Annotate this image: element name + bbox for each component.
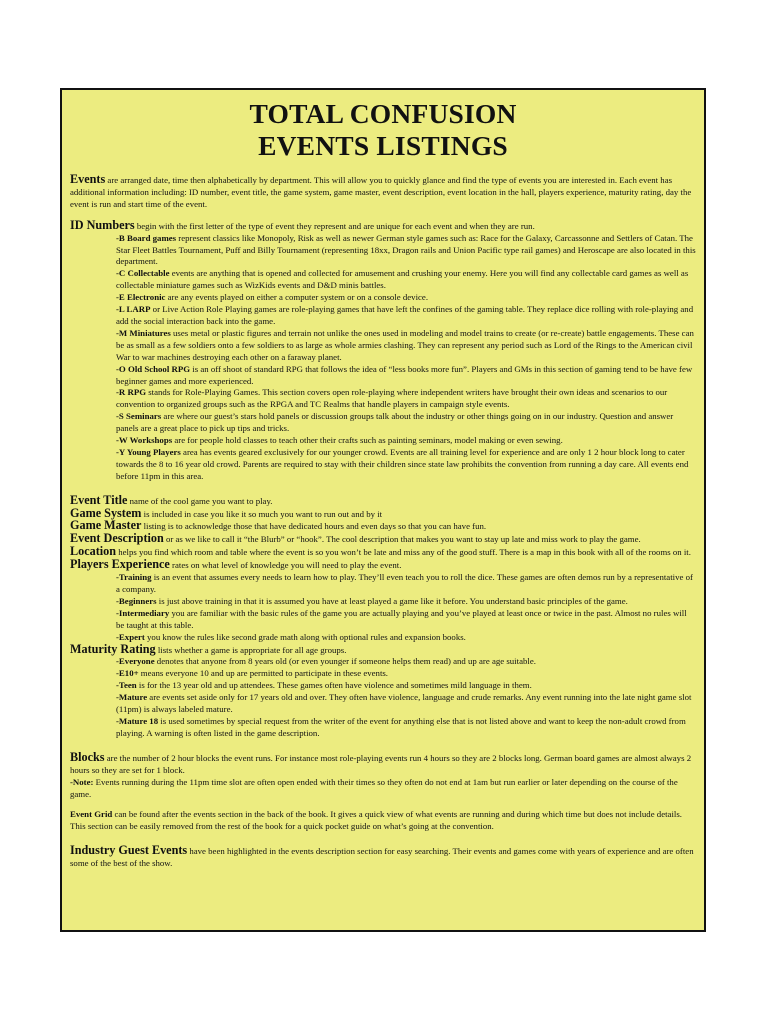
id-numbers-paragraph <box>70 217 696 233</box>
location-text: helps you find which room and table where the event is so you won’t be late and miss any of the good stuff. There is a map in this book with all of the rooms on it. <box>116 547 691 558</box>
note-text: Events running during the 11pm time slot are often open ended with their times so they often do not end at 1am but run earlier or later depending on the course of the game. <box>70 776 678 799</box>
item-code: -Mature <box>116 692 148 703</box>
list-item <box>70 572 696 596</box>
game-system-heading: Game System <box>70 505 142 520</box>
title-line-2: EVENTS LISTINGS <box>258 130 508 161</box>
game-master-heading: Game Master <box>70 518 142 533</box>
item-text: uses metal or plastic figures and terrain not unlike the ones used in modeling and model trains to create (or re-create) battle engagements. These can be as small as a few soldiers onto a few soldiers to as large as whole armies clashing. They can represent any period such as Lord of the Rings to the American civil War to war machines destroying each other on a faraway planet. <box>116 327 694 362</box>
events-text: are arranged date, time then alphabetically by department. This will allow you to quickly glance and find the type of events you are interested in. Each event has additional information including: ID number, event title, the game system, game master, event description, event location in the hall, players experience, maturity rating, day the event is run and start time of the event. <box>70 175 692 209</box>
item-code: -S Seminars <box>116 411 162 422</box>
list-item <box>70 668 696 680</box>
industry-guest-paragraph <box>70 845 696 870</box>
event-grid-paragraph <box>70 809 696 833</box>
item-text: you know the rules like second grade math along with optional rules and expansion books. <box>144 631 466 642</box>
list-item <box>70 233 696 269</box>
item-code: -E10+ <box>116 668 139 679</box>
item-code: -E Electronic <box>116 292 166 303</box>
title-line-1: TOTAL CONFUSION <box>249 98 517 129</box>
events-paragraph <box>70 174 696 211</box>
list-item <box>70 328 696 364</box>
event-description-heading: Event Description <box>70 531 164 546</box>
game-system-text: is included in case you like it so much you want to run out and by it <box>141 508 383 519</box>
list-item <box>70 656 696 668</box>
item-text: is just above training in that it is assumed you have at least played a game like it before. You understand basic principles of the game. <box>156 595 628 606</box>
blocks-text: are the number of 2 hour blocks the event runs. For instance most role-playing events run 4 hours so they are 2 blocks long. German board games are almost always 2 hours so they are set for 1 block. <box>70 752 692 775</box>
event-listing-sheet <box>60 88 706 932</box>
list-item <box>70 304 696 328</box>
item-code: -W Workshops <box>116 435 173 446</box>
item-text: denotes that anyone from 8 years old (or even younger if someone helps them read) and up are age suitable. <box>154 656 536 667</box>
event-title-heading: Event Title <box>70 492 128 507</box>
event-title-text: name of the cool game you want to play. <box>127 495 273 506</box>
maturity-rating-paragraph <box>70 641 696 657</box>
list-item <box>70 435 696 447</box>
item-code: -R RPG <box>116 387 147 398</box>
list-item <box>70 387 696 411</box>
item-text: means everyone 10 and up are permitted to participate in these events. <box>138 668 389 679</box>
item-code: -M Miniatures <box>116 327 171 338</box>
list-item <box>70 680 696 692</box>
list-item <box>70 447 696 483</box>
players-experience-heading: Players Experience <box>70 557 170 572</box>
item-text: are for people hold classes to teach other their crafts such as painting seminars, model making or even sewing. <box>172 435 563 446</box>
item-text: is for the 13 year old and up attendees. These games often have violence and sometimes mild language in them. <box>136 680 532 691</box>
industry-guest-text: have been highlighted in the events description section for easy searching. Their events and games come with years of experience and are often some of the best of the show. <box>70 846 694 869</box>
list-item <box>70 596 696 608</box>
events-heading: Events <box>70 172 106 186</box>
list-item <box>70 632 696 644</box>
item-code: -Training <box>116 572 152 583</box>
blocks-heading: Blocks <box>70 749 105 764</box>
list-item <box>70 411 696 435</box>
item-text: events are anything that is opened and collected for amusement and crushing your enemy. Here you will find any collectable card games as well as collectable miniature games such as WizKids events and D&D minis battles. <box>116 268 689 291</box>
item-code: -Beginners <box>116 595 157 606</box>
item-code: -Everyone <box>116 656 155 667</box>
maturity-rating-heading: Maturity Rating <box>70 641 156 656</box>
blocks-note <box>70 777 696 801</box>
event-description-text: or as we like to call it “the Blurb” or “hook”. The cool description that makes you want to stay up late and miss work to play the game. <box>163 534 641 545</box>
players-experience-text: rates on what level of knowledge you will need to play the event. <box>169 560 402 571</box>
page-title <box>70 98 696 162</box>
event-title-paragraph <box>70 492 696 508</box>
list-item <box>70 608 696 632</box>
item-text: are any events played on either a computer system or on a console device. <box>165 292 429 303</box>
industry-guest-heading: Industry Guest Events <box>70 843 188 858</box>
location-heading: Location <box>70 544 117 559</box>
item-text: are where our guest’s stars hold panels or discussion groups talk about the industry or other things going on in our industry. Question and answer panels are a great place to pick up tips and tricks. <box>116 411 674 434</box>
item-code: -O Old School RPG <box>116 363 191 374</box>
item-text: stands for Role-Playing Games. This section covers open role-playing where independent writers have brought their own ideas and scenarios to our convention to organized groups such as the RPGA and TC Realms that handle players in campaign style events. <box>116 387 668 410</box>
item-code: -Y Young Players <box>116 446 181 457</box>
event-grid-text: can be found after the events section in the back of the book. It gives a quick view of what events are running and during which time but does not include details. This section can be easily removed from the rest of the book for a quick pocket guide on what’s going at the convention. <box>70 809 682 832</box>
event-grid-heading: Event Grid <box>70 809 113 820</box>
item-text: or Live Action Role Playing games are role-playing games that have left the confines of the gaming table. They replace dice rolling with role-playing and add the social interaction back into the game. <box>116 304 694 326</box>
item-text: area has events geared exclusively for our younger crowd. Events are all training level for experience and are only 1 2 hour block long to cater towards the 8 to 16 year old crowd. Parents are required to stay with their children since state law prohibits the convention from running a day care. All events end before 11pm in this area. <box>116 446 689 481</box>
item-code: -Intermediary <box>116 607 170 618</box>
list-item <box>70 292 696 304</box>
item-text: you are familiar with the basic rules of the game you are actually playing and you’ve played at least once or twice in the past. Almost no rules will be taught at this table. <box>116 607 687 630</box>
item-code: -Mature 18 <box>116 715 159 726</box>
id-numbers-text: begin with the first letter of the type of event they represent and are unique for each event and when they are run. <box>134 220 535 231</box>
blocks-paragraph <box>70 749 696 777</box>
item-code: -Teen <box>116 680 137 691</box>
list-item <box>70 364 696 388</box>
players-experience-paragraph <box>70 559 696 572</box>
list-item <box>70 268 696 292</box>
item-text: is an off shoot of standard RPG that follows the idea of “less books more fun”. Players and GMs in this section of gaming tend to be have few beginner games and more experienced. <box>116 363 693 386</box>
item-code: -Expert <box>116 631 145 642</box>
id-numbers-heading: ID Numbers <box>70 217 135 232</box>
note-label: -Note: <box>70 776 94 787</box>
item-code: -L LARP <box>116 304 151 315</box>
item-text: is an event that assumes every needs to learn how to play. They’ll even teach you to roll the dice. These games are often demos run by a representative of a company. <box>116 572 693 594</box>
item-text: represent classics like Monopoly, Risk as well as newer German style games such as: Race for the Galaxy, Carcassonne and Settlers of Catan. The Star Fleet Battles Tournament, Puff and Billy Tournament (representing 18xx, Dragon rails and Union Pacific type rail games) and Heroscape are also located in this department. <box>116 232 696 267</box>
event-description-paragraph <box>70 533 696 546</box>
maturity-rating-text: lists whether a game is appropriate for all age groups. <box>155 644 347 655</box>
item-code: -C Collectable <box>116 268 170 279</box>
game-master-text: listing is to acknowledge those that have dedicated hours and even days so that you can have fun. <box>141 521 487 532</box>
item-text: are events set aside only for 17 years old and over. They often have violence, language and crude remarks. Any event running into the late night game slot (11pm) is always labeled mature. <box>116 692 692 715</box>
list-item <box>70 716 696 740</box>
game-system-paragraph <box>70 505 696 521</box>
item-code: -B Board games <box>116 232 177 243</box>
item-text: is used sometimes by special request from the writer of the event for anything else that is not listed above and want to keep the non-adult crowd from playing. A warning is often listed in the game description. <box>116 715 686 738</box>
list-item <box>70 692 696 716</box>
